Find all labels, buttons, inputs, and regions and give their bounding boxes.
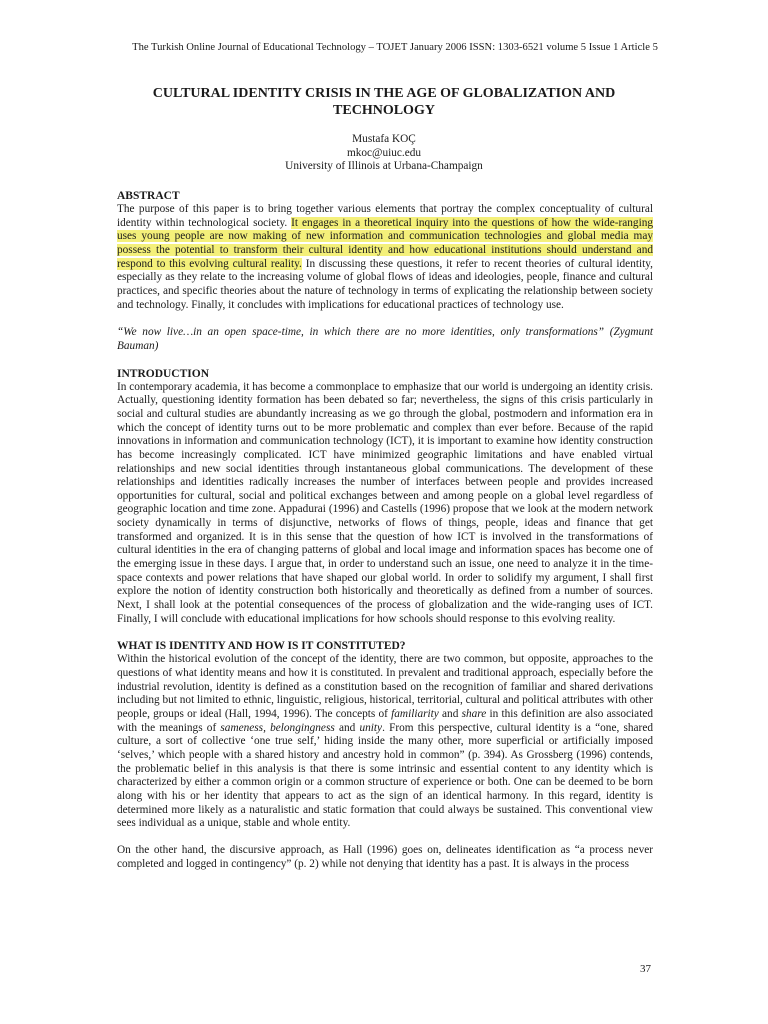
author-affiliation: University of Illinois at Urbana-Champaign [285, 160, 483, 172]
paper-title: CULTURAL IDENTITY CRISIS IN THE AGE OF GLOBALIZATION AND TECHNOLOGY [152, 86, 616, 118]
author-name: Mustafa KOÇ [352, 133, 416, 145]
identity-text-4: and [334, 721, 360, 734]
author-block [0, 133, 768, 174]
identity-section-heading: WHAT IS IDENTITY AND HOW IS IT CONSTITUTED? [117, 640, 406, 653]
abstract-paragraph [117, 203, 653, 312]
abstract-highlighted-text: It engages in a theoretical inquiry into the questions of how the wide-ranging uses young people are now making of new information and communication technologies and global media may possess the potential to transform their cultural identity and how educational institutions should understand and respond to this evolving cultural reality. [117, 216, 654, 270]
identity-paragraph-2: On the other hand, the discursive approach, as Hall (1996) goes on, delineates identification as “a process never completed and logged in contingency” (p. 2) while not denying that identity has a past. It is always in the process [117, 843, 653, 870]
abstract-text-after: In discussing these questions, it refer to recent theories of cultural identity, especially as they relate to the increasing volume of global flows of ideas and ideologies, people, finance and cultural practices, and specific theories about the nature of technology in terms of explicating the relationship between society and technology. Finally, it concludes with implications for educational practices of technology use. [117, 257, 653, 311]
introduction-heading: INTRODUCTION [117, 367, 210, 380]
paper-body [117, 189, 653, 871]
identity-text-5: . From this perspective, cultural identity is a “one, shared culture, a sort of collective ‘one true self,’ hiding inside the many other, more superficial or artificially imposed ‘selves,’ which people with a shared history and ancestry hold in common” (p. 394). As Grossberg (1996) contends, the problematic belief in this analysis is that there is some intrinsic and essential content to any identity which is characterized by either a common origin or a common structure of experience or both. One can be deemed to be born along with his or her identity that appears to act as the sign of an identical harmony. In this regard, identity is determined more likely as a naturalistic and static formation that could always be sustained. This conventional view sees individual as a unique, stable and whole entity. [117, 721, 653, 830]
journal-header: The Turkish Online Journal of Educational Technology – TOJET January 2006 ISSN: 1303-6521 volume 5 Issue 1 Article 5 [132, 42, 658, 53]
abstract-text-before: The purpose of this paper is to bring together various elements that portray the complex conceptuality of cultural identity within technological society. [117, 203, 653, 229]
identity-text-2: and [438, 708, 462, 720]
page-number: 37 [640, 963, 651, 975]
abstract-heading: ABSTRACT [117, 190, 180, 202]
epigraph-quote: “We now live…in an open space-time, in which there are no more identities, only transformations” (Zygmunt Bauman) [117, 326, 653, 352]
identity-text-3: in this definition are also associated with the meanings of [117, 708, 653, 734]
identity-paragraph-1 [117, 653, 653, 831]
author-email: mkoc@uiuc.edu [346, 146, 422, 159]
introduction-paragraph: In contemporary academia, it has become a commonplace to emphasize that our world is undergoing an identity crisis. Actually, questioning identity formation has been debated so far; nevertheless, the signs of this crisis particularly in social and cultural studies are abundantly increasing as we go through the global, postmodern and information era in which the concept of identity turns out to be more problematic and complex than ever before. Because of the rapid innovations in information and communication technology (ICT), it is important to examine how identity construction has become increasingly complicated. ICT have minimized geographic limitations and have enabled virtual relationships and new social identities through instantaneous global communications. The development of these relationships and identities radically increases the number of interfaces between people and provides increased opportunities for cultural, social and political exchanges between and among people on a global level regardless of geographic location and time zone. Appadurai (1996) and Castells (1996) propose that we look at the modern network society dynamically in terms of disjunctive, networks of flows of things, people, ideas and finance that get transformed and organized. It is in this sense that the question of how ICT is involved in the transformations of cultural identities in the era of changing patterns of global and local image and information spaces has become one of the emerging issue in these days. I argue that, in order to understand such an issue, one need to analyze it in the time-space contexts and power relations that have shaped our global world. In order to solidify my argument, I shall first explore the notion of identity construction both historically and theoretically as defined from a number of sources. Next, I shall look at the potential consequences of the process of globalization and the wide-ranging uses of ICT. Finally, I will conclude with educational implications for how schools should response to this evolving reality. [117, 380, 653, 625]
identity-em-1: familiarity [391, 708, 439, 720]
identity-em-3: sameness, belongingness [220, 721, 335, 734]
identity-text-1: Within the historical evolution of the concept of the identity, there are two common, but opposite, approaches to the questions of what identity means and how it is constituted. In prevalent and traditional approach, especially before the industrial revolution, identity is defined as a constitution based on the recognition of familiar and shared derivations including but not limited to ethnic, linguistic, religious, historical, territorial, cultural and political attributes with other people, groups or ideal (Hall, 1994, 1996). The concepts of [117, 653, 653, 720]
identity-em-2: share [461, 708, 487, 720]
identity-em-4: unity [359, 721, 383, 734]
